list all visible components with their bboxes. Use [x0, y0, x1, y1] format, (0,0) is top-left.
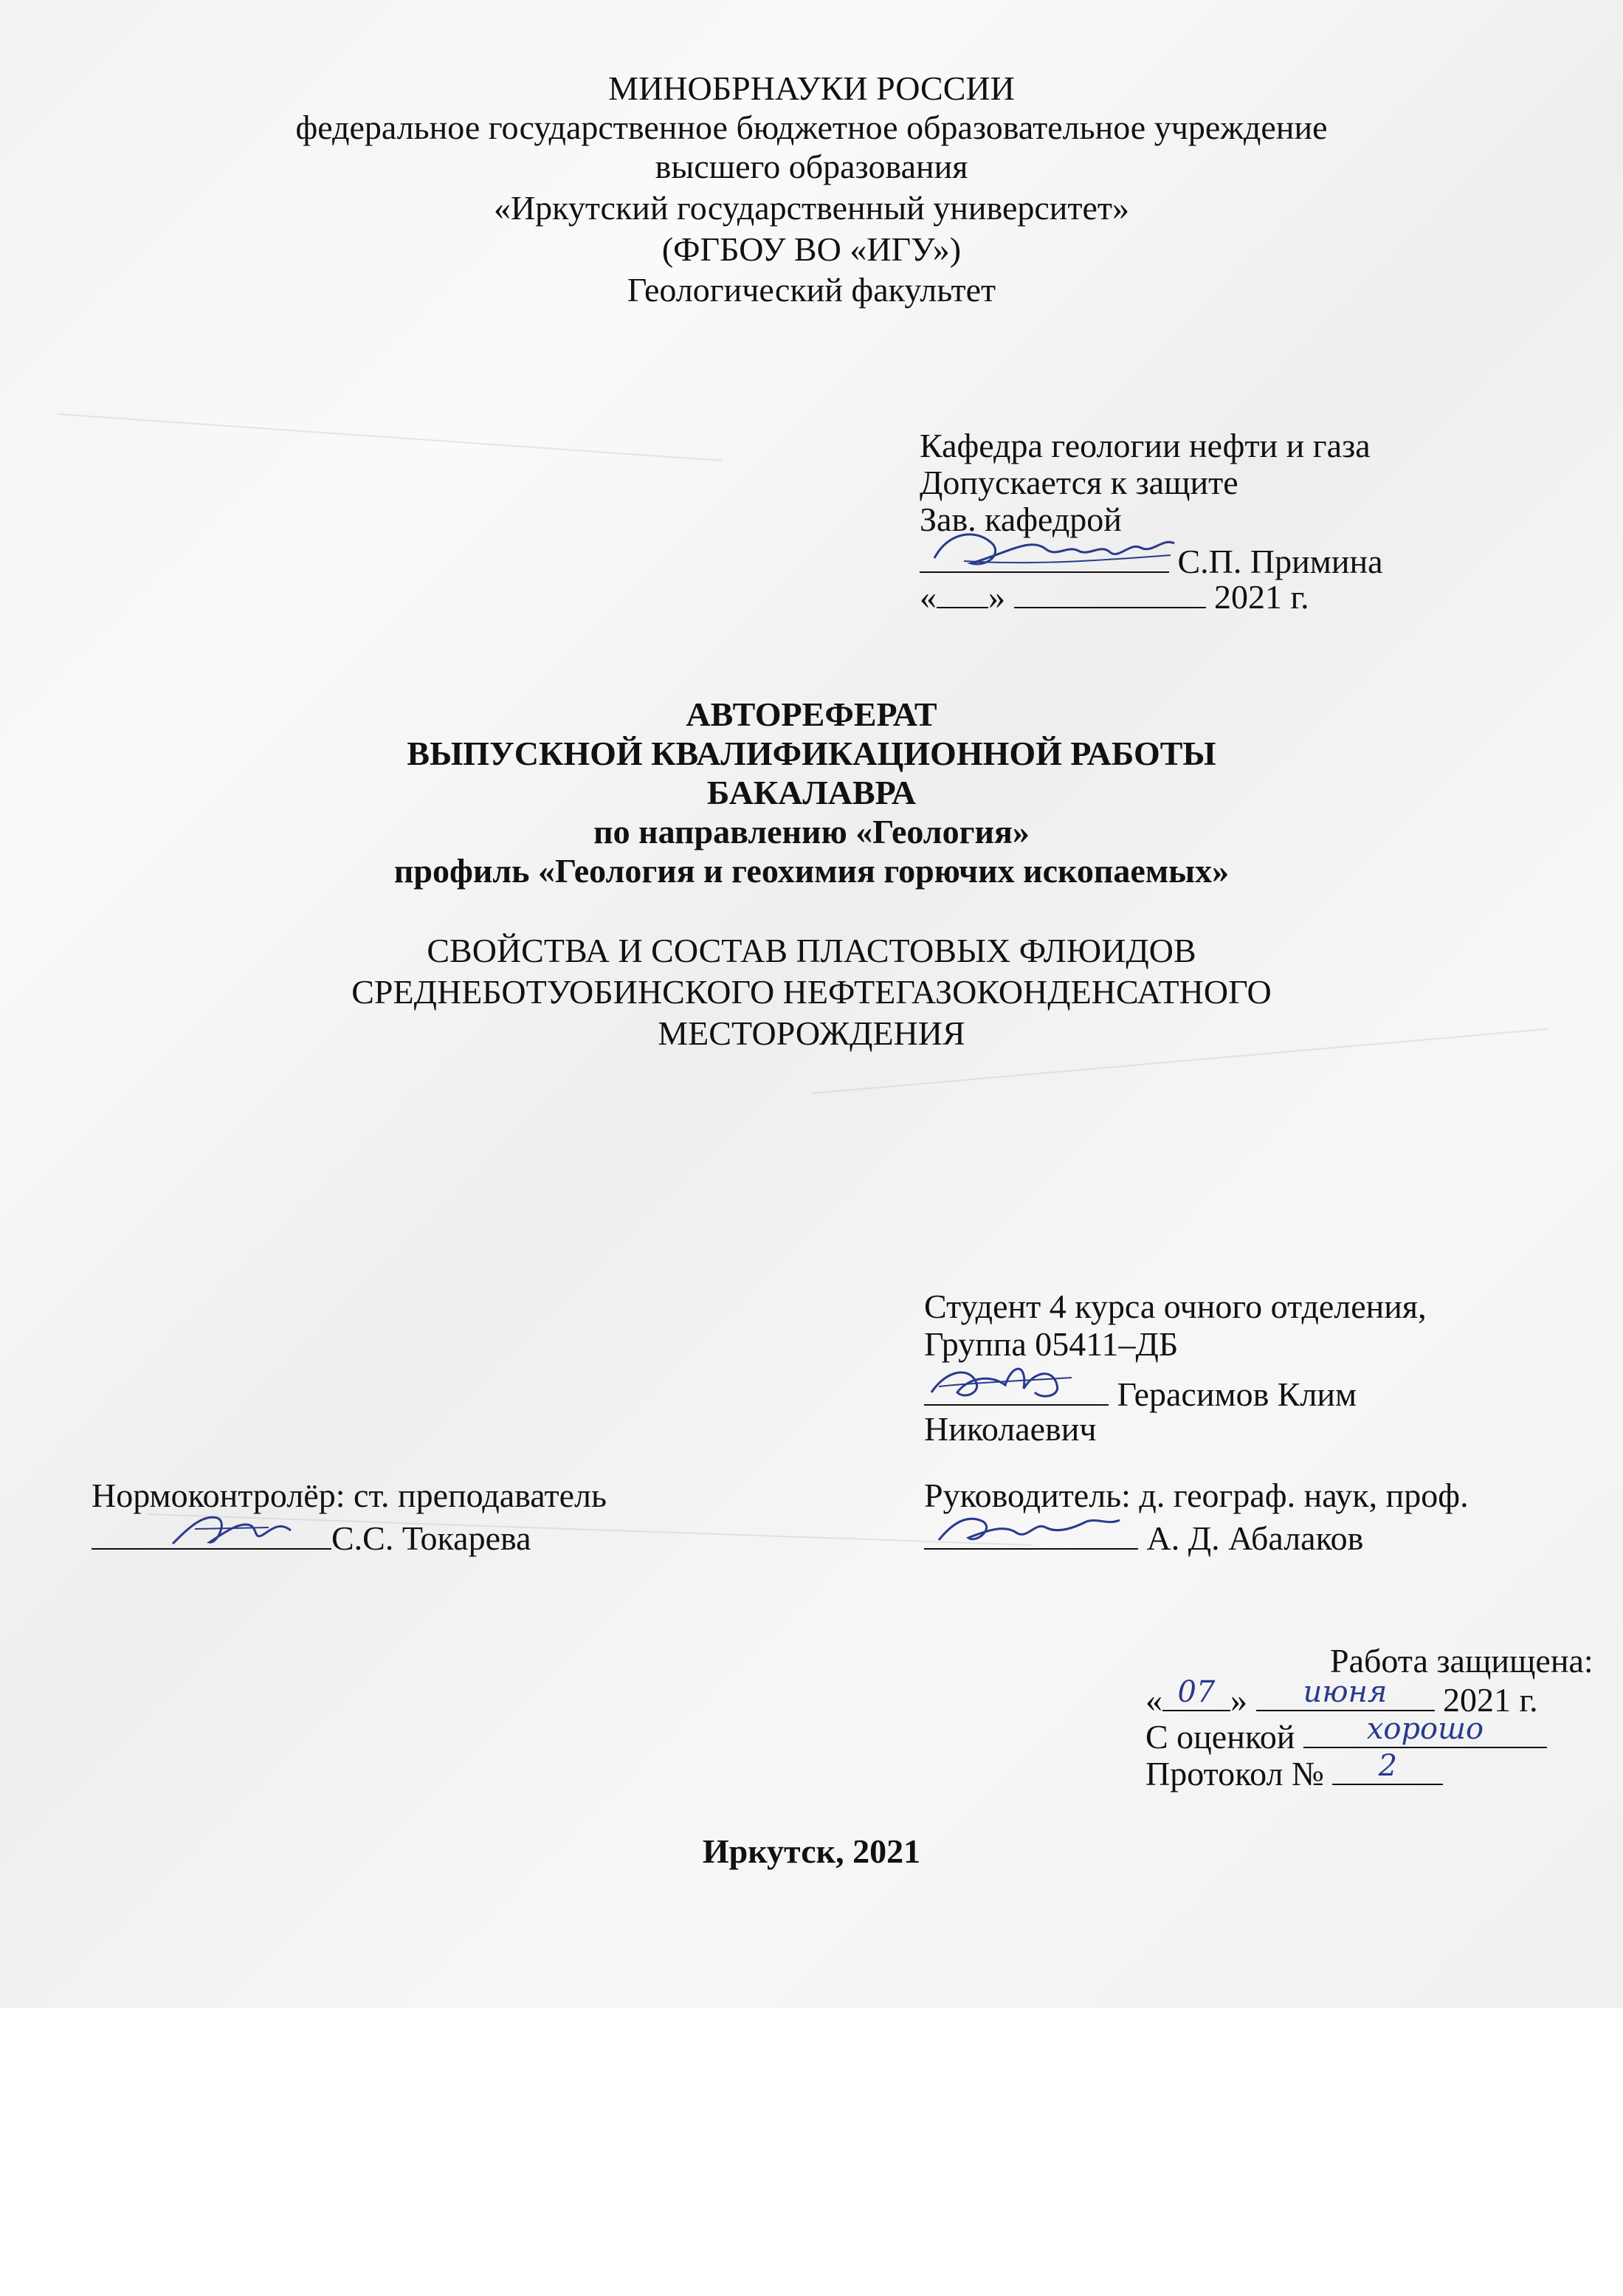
topic-line-2: СРЕДНЕБОТУОБИНСКОГО НЕФТЕГАЗОКОНДЕНСАТНОГО: [351, 973, 1272, 1011]
protocol-number: 2: [1378, 1749, 1398, 1783]
study-profile: профиль «Геология и геохимия горючих ископаемых»: [393, 852, 1230, 890]
university-name: «Иркутский государственный университет»: [493, 189, 1130, 227]
admission-year: 2021 г.: [1214, 578, 1309, 616]
department-name: Кафедра геологии нефти и газа: [920, 427, 1371, 464]
grade-value: хорошо: [1366, 1712, 1484, 1746]
student-group: Группа 05411–ДБ: [924, 1325, 1179, 1363]
supervisor-name: А. Д. Абалаков: [1146, 1519, 1364, 1557]
normcontrol-signature: [92, 1499, 335, 1558]
supervisor-signature-line: [924, 1516, 1363, 1558]
work-type: ВЫПУСКНОЙ КВАЛИФИКАЦИОННОЙ РАБОТЫ: [407, 735, 1216, 772]
defense-date-quote-mid: »: [1230, 1681, 1247, 1719]
head-title: Зав. кафедрой: [920, 501, 1122, 538]
normcontrol-title: Нормоконтролёр: ст. преподаватель: [92, 1477, 607, 1514]
normcontrol-name: С.С. Токарева: [331, 1519, 531, 1557]
head-name: С.П. Примина: [1177, 543, 1383, 580]
institution-type: федеральное государственное бюджетное образовательное учреждение: [295, 109, 1328, 146]
document-type: АВТОРЕФЕРАТ: [686, 695, 937, 733]
study-direction: по направлению «Геология»: [593, 813, 1030, 850]
signature-field: [920, 539, 1169, 573]
supervisor-signature: [924, 1499, 1145, 1558]
supervisor-title: Руководитель: д. географ. наук, проф.: [924, 1477, 1469, 1514]
student-name-first-line: Герасимов Клим: [1117, 1375, 1357, 1413]
protocol-label: Протокол №: [1145, 1755, 1324, 1793]
student-signature: [924, 1355, 1116, 1415]
city-year: Иркутск, 2021: [702, 1832, 921, 1870]
signature-field: [92, 1516, 331, 1550]
university-abbreviation: (ФГБОУ ВО «ИГУ»): [661, 230, 962, 268]
normcontrol-signature-line: [92, 1516, 531, 1558]
defense-protocol-line: [1145, 1749, 1443, 1793]
institution-level: высшего образования: [655, 148, 968, 185]
head-signature-line: [920, 539, 1383, 581]
grade-field: [1303, 1712, 1547, 1748]
admission-status: Допускается к защите: [920, 464, 1238, 501]
defense-date-quote-open: «: [1145, 1681, 1162, 1719]
faculty-name: Геологический факультет: [627, 271, 996, 309]
topic-line-1: СВОЙСТВА И СОСТАВ ПЛАСТОВЫХ ФЛЮИДОВ: [427, 932, 1196, 969]
date-quote-close: »: [988, 578, 1005, 616]
defense-day-field: [1162, 1675, 1230, 1711]
defense-month: июня: [1303, 1675, 1388, 1709]
defense-status: Работа защищена:: [1330, 1642, 1593, 1680]
student-course: Студент 4 курса очного отделения,: [924, 1288, 1427, 1325]
admission-date-line: [920, 577, 1309, 616]
month-field: [1014, 577, 1206, 608]
defense-month-field: [1256, 1675, 1435, 1711]
protocol-field: [1332, 1749, 1443, 1785]
degree-level: БАКАЛАВРА: [706, 774, 917, 811]
signature-field: [924, 1372, 1109, 1406]
student-signature-line: [924, 1372, 1357, 1414]
signature-field: [924, 1516, 1138, 1550]
defense-day: 07: [1177, 1675, 1216, 1709]
topic-line-3: МЕСТОРОЖДЕНИЯ: [658, 1014, 965, 1052]
grade-label: С оценкой: [1145, 1718, 1295, 1756]
day-field: [937, 577, 988, 608]
head-signature: [920, 523, 1200, 582]
ministry-name: МИНОБРНАУКИ РОССИИ: [608, 69, 1015, 107]
defense-year: 2021 г.: [1443, 1681, 1538, 1719]
paper-crease: [59, 413, 722, 461]
date-quote-open: «: [920, 578, 937, 616]
student-name-second-line: Николаевич: [924, 1410, 1097, 1448]
